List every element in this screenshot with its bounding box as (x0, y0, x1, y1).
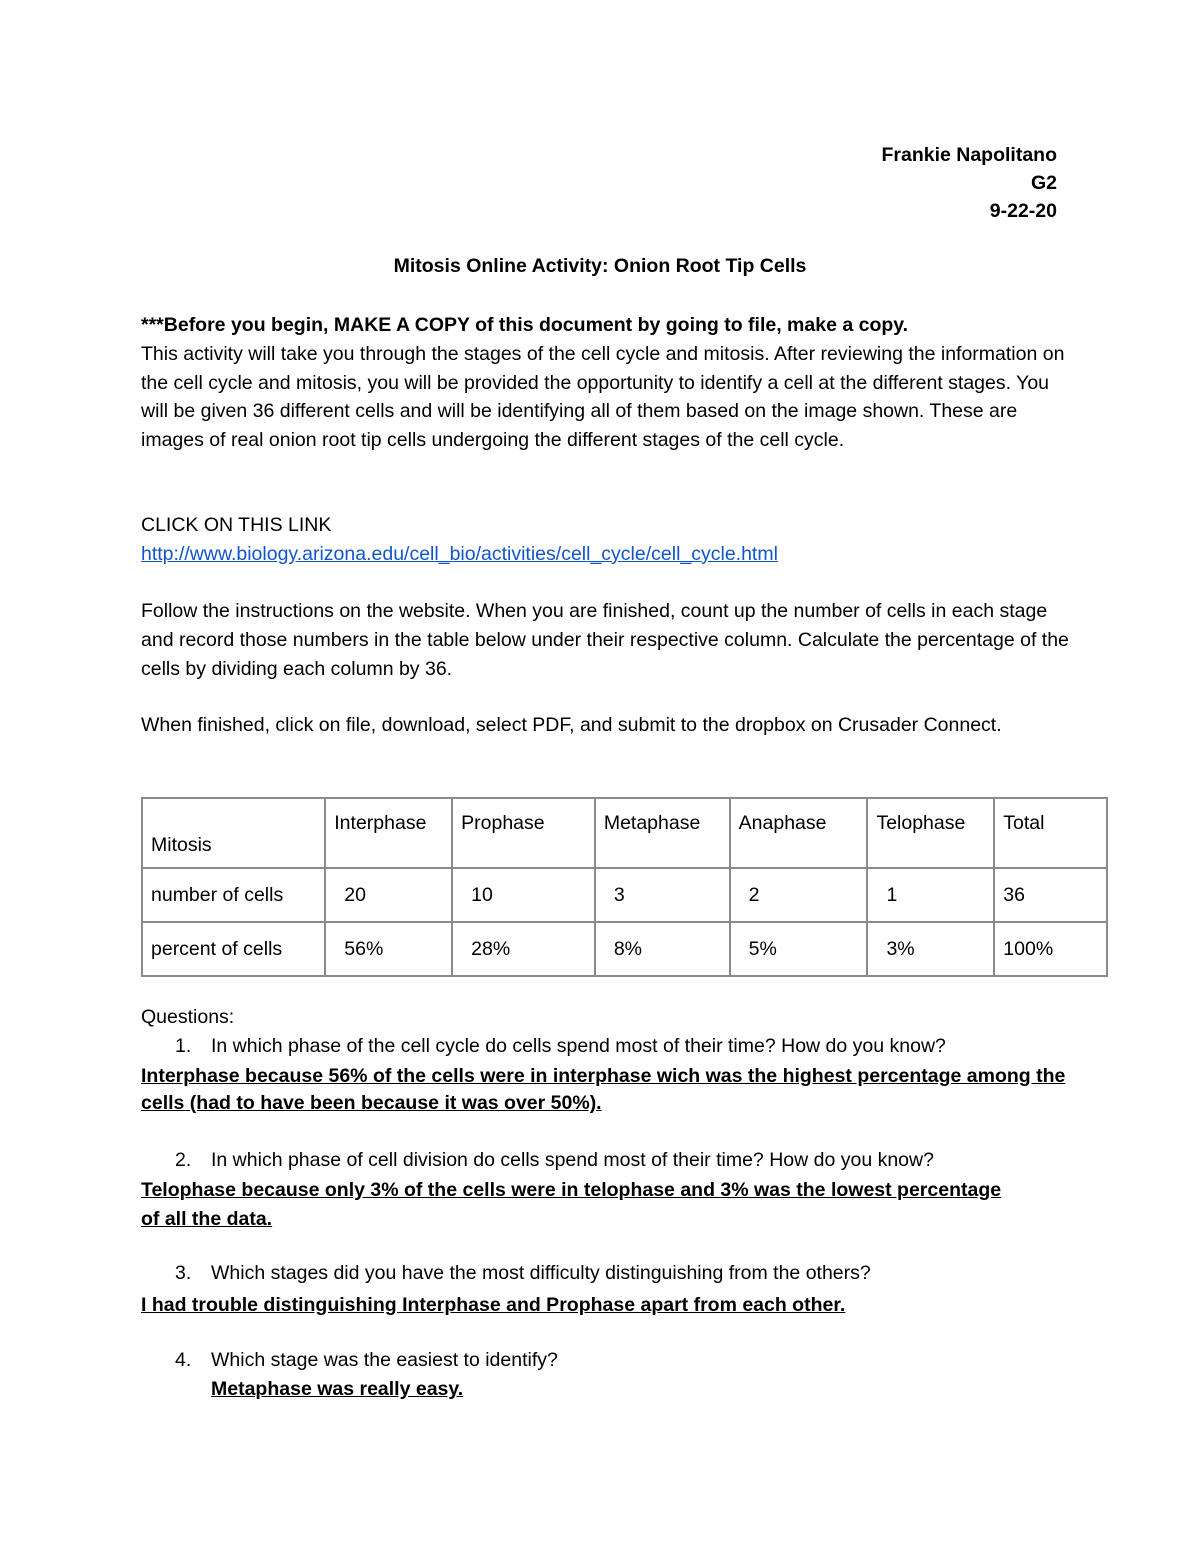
table-header-cell: Mitosis (142, 798, 325, 868)
answer-1: Interphase because 56% of the cells were in interphase wich was the highest percentage among the cells (had to have been because it was over 50%). (141, 1065, 1066, 1114)
table-cell: 2 (730, 868, 868, 922)
questions-label: Questions: (141, 1006, 235, 1028)
table-header-cell: Telophase (867, 798, 994, 868)
table-cell: 8% (595, 922, 730, 976)
question-text: Which stages did you have the most difficulty distinguishing from the others? (211, 1262, 871, 1284)
student-header (881, 141, 1057, 225)
question-number: 2. (175, 1149, 192, 1171)
table-cell: 1 (867, 868, 994, 922)
submit-paragraph: When finished, click on file, download, select PDF, and submit to the dropbox on Crusader Connect. (141, 714, 1002, 736)
link-label: CLICK ON THIS LINK (141, 514, 332, 536)
assignment-date: 9-22-20 (989, 200, 1057, 222)
question-number: 4. (175, 1349, 192, 1371)
mitosis-data-table (141, 797, 1108, 977)
question-text: Which stage was the easiest to identify? (211, 1349, 558, 1371)
table-cell: 36 (994, 868, 1107, 922)
table-header-cell: Metaphase (595, 798, 730, 868)
table-header-cell: Anaphase (730, 798, 868, 868)
intro-paragraph: This activity will take you through the stages of the cell cycle and mitosis. After reviewing the information on the cell cycle and mitosis, you will be provided the opportunity to identify a cell at the different stages. You will be given 36 different cells and will be identifying all of them based on the image shown. These are images of real onion root tip cells undergoing the different stages of the cell cycle. (141, 342, 1065, 452)
question-3 (175, 1262, 871, 1285)
table-cell: 20 (325, 868, 452, 922)
page-title: Mitosis Online Activity: Onion Root Tip Cells (393, 255, 807, 277)
table-row (142, 868, 1107, 922)
copy-instruction: ***Before you begin, MAKE A COPY of this document by going to file, make a copy. (141, 314, 909, 336)
table-cell: 56% (325, 922, 452, 976)
student-class: G2 (1030, 172, 1057, 194)
table-header-cell: Interphase (325, 798, 452, 868)
table-row-label: number of cells (142, 868, 325, 922)
question-number: 3. (175, 1262, 192, 1284)
question-text: In which phase of the cell cycle do cells spend most of their time? How do you know? (211, 1035, 946, 1057)
table-header-cell: Total (994, 798, 1107, 868)
answer-2: Telophase because only 3% of the cells were in telophase and 3% was the lowest percentage of all the data. (141, 1179, 1002, 1230)
answer-4: Metaphase was really easy. (211, 1378, 464, 1400)
table-cell: 100% (994, 922, 1107, 976)
table-header-cell: Prophase (452, 798, 595, 868)
table-cell: 3% (867, 922, 994, 976)
table-cell: 10 (452, 868, 595, 922)
question-number: 1. (175, 1035, 192, 1057)
activity-link[interactable]: http://www.biology.arizona.edu/cell_bio/activities/cell_cycle/cell_cycle.html (141, 542, 778, 565)
student-name: Frankie Napolitano (881, 144, 1057, 166)
question-text: In which phase of cell division do cells spend most of their time? How do you know? (211, 1149, 934, 1171)
question-2 (175, 1149, 934, 1172)
table-cell: 5% (730, 922, 868, 976)
intro-section (141, 311, 1071, 455)
table-cell: 3 (595, 868, 730, 922)
question-1 (175, 1035, 946, 1058)
table-row-label: percent of cells (142, 922, 325, 976)
answer-3: I had trouble distinguishing Interphase and Prophase apart from each other. (141, 1294, 846, 1316)
instructions-paragraph: Follow the instructions on the website. When you are finished, count up the number of cells in each stage and record those numbers in the table below under their respective column. Calculate the percentage of the cells by dividing each column by 36. (141, 600, 1069, 680)
table-header-row (142, 798, 1107, 868)
table-cell: 28% (452, 922, 595, 976)
table-row (142, 922, 1107, 976)
link-section (141, 511, 1071, 569)
question-4 (175, 1349, 558, 1372)
